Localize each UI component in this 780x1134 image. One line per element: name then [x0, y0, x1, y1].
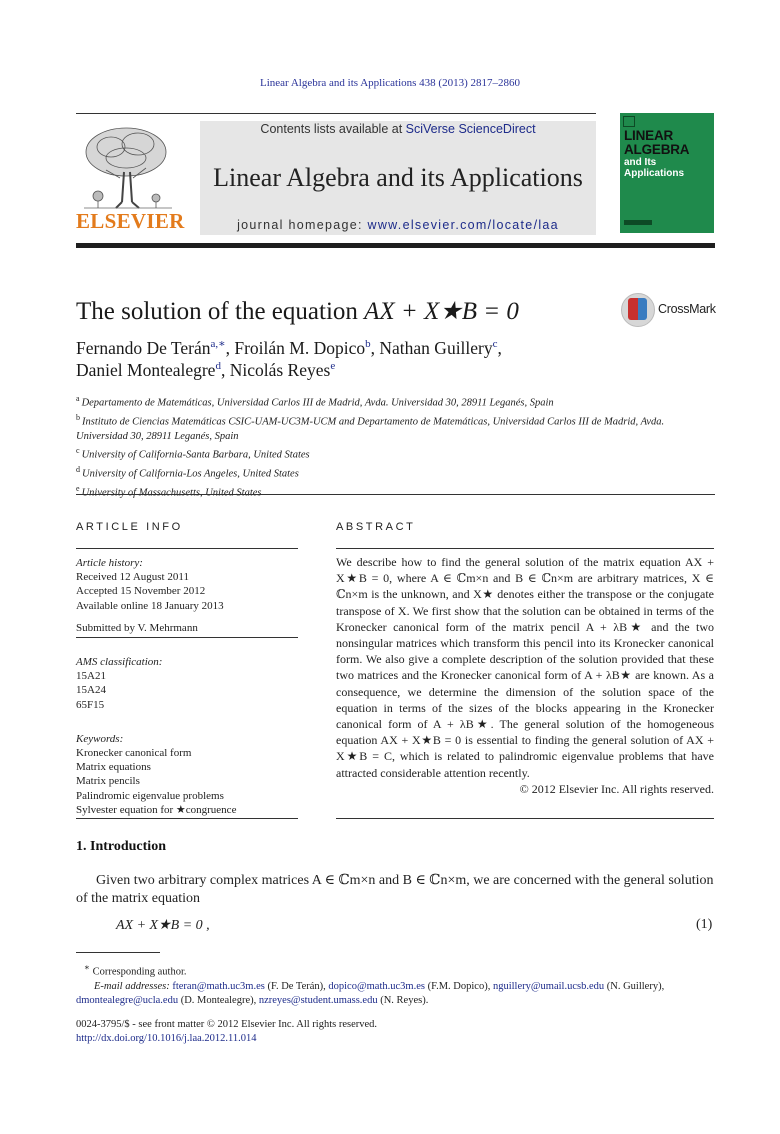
- article-info-rule: [76, 548, 298, 549]
- author-sep: ,: [497, 337, 502, 358]
- intro-paragraph: Given two arbitrary complex matrices A ∈ ℂm×n and B ∈ ℂn×m, we are concerned with the general solution of the matrix equation: [76, 873, 714, 906]
- abstract-rule: [336, 548, 714, 549]
- abstract-copyright: © 2012 Elsevier Inc. All rights reserved.: [519, 781, 714, 796]
- keyword: Matrix equations: [76, 761, 151, 774]
- affiliation-text: University of California-Los Angeles, United States: [82, 468, 299, 480]
- email-link[interactable]: fteran@math.uc3m.es: [172, 980, 265, 992]
- affiliation: [76, 392, 716, 411]
- affiliation: [76, 463, 716, 482]
- history-item: Available online 18 January 2013: [76, 599, 224, 612]
- article-info-heading: ARTICLE INFO: [76, 521, 183, 533]
- email-label: E-mail addresses:: [94, 980, 170, 992]
- abstract-body: [336, 554, 714, 797]
- affiliation-text: Departamento de Matemáticas, Universidad Carlos III de Madrid, Avda. Universidad 30, 28911 Leganés, Spain: [81, 397, 554, 409]
- equation-1: AX + X★B = 0 ,: [116, 918, 210, 933]
- abstract-heading: ABSTRACT: [336, 521, 416, 533]
- author-name: Froilán M. Dopico: [234, 337, 366, 358]
- submitted-by: Submitted by V. Mehrmann: [76, 621, 198, 634]
- cover-title-line-1: LINEAR: [624, 128, 674, 143]
- footnote-rule: [76, 952, 160, 953]
- homepage-link[interactable]: www.elsevier.com/locate/laa: [367, 218, 559, 232]
- keyword: Matrix pencils: [76, 775, 140, 788]
- header-thick-rule: [76, 243, 715, 248]
- tree-icon: [76, 122, 179, 210]
- journal-title: Linear Algebra and its Applications: [213, 163, 583, 192]
- affiliation-text: University of Massachusetts, United States: [81, 487, 262, 499]
- abstract-rule-bottom: [336, 818, 714, 819]
- email-link[interactable]: nzreyes@student.umass.edu: [258, 995, 378, 1007]
- email-owner: (N. Reyes).: [380, 995, 429, 1007]
- cover-subtitle-line-1: and Its: [624, 157, 657, 168]
- authors-line-2: [76, 360, 335, 381]
- affiliation-mark: e: [76, 484, 80, 494]
- crossmark-label: CrossMark: [658, 302, 716, 316]
- section-heading-introduction: 1. Introduction: [76, 839, 166, 854]
- sciencedirect-link[interactable]: SciVerse ScienceDirect: [405, 122, 536, 136]
- title-equation: AX + X★B = 0: [364, 298, 519, 325]
- email-owner: (F.M. Dopico),: [427, 980, 493, 992]
- issn-line: 0024-3795/$ - see front matter © 2012 Elsevier Inc. All rights reserved.: [76, 1019, 378, 1030]
- affiliation-mark: b: [76, 412, 80, 422]
- cover-text: [624, 129, 689, 179]
- header-rule: [76, 113, 596, 114]
- ams-label: AMS classification:: [76, 656, 163, 669]
- affiliation: [76, 411, 716, 444]
- author-name: Fernando De Terán: [76, 337, 211, 358]
- email-addresses: [76, 980, 714, 1009]
- crossmark-ribbon-red: [628, 298, 638, 320]
- email-link[interactable]: dmontealegre@ucla.edu: [76, 995, 179, 1007]
- cover-subtitle-line-2: Applications: [624, 168, 685, 179]
- ams-code: 15A21: [76, 670, 106, 683]
- author-affil-mark[interactable]: b: [365, 338, 371, 350]
- history-label: Article history:: [76, 557, 143, 569]
- doi-link[interactable]: http://dx.doi.org/10.1016/j.laa.2012.11.014: [76, 1033, 257, 1045]
- journal-cover[interactable]: [620, 113, 714, 233]
- author-affil-mark[interactable]: c: [492, 338, 498, 350]
- cover-logo-icon: [623, 116, 635, 127]
- ams-code: 15A24: [76, 684, 106, 697]
- keyword: Kronecker canonical form: [76, 747, 192, 760]
- corresponding-text: Corresponding author.: [92, 966, 187, 978]
- crossmark-ribbon-blue: [638, 298, 647, 320]
- history-item: Accepted 15 November 2012: [76, 585, 206, 598]
- abstract-text: We describe how to find the general solution of the matrix equation AX + X★B = 0, where A ∈ ℂm×n and B ∈ ℂn×m are arbitrary matrices, X ∈ ℂn×m is the unknown, and X★ denotes either the transpose or the conjugate transpose of X. We first show that the solution can be obtained in terms of the Kronecker canonical form of the matrix pencil A + λB★ and the two nonsingular matrices which transform this pencil into its Kronecker canonical form. We also give a complete description of the solution provided that these two matrices and the Kronecker canonical form of A + λB★ are known. As a consequence, we determine the dimension of the solution space of the equation in terms of the sizes of the blocks appearing in the Kronecker canonical form of A + λB★. The general solution of the homogeneous equation AX + X★B = 0 is essential to finding the general solution of AX + X★B = C, which is related to palindromic eigenvalue problems that have attracted considerable attention recently.: [336, 555, 714, 780]
- crossmark-badge[interactable]: [621, 293, 716, 327]
- article-info-rule-bottom: [76, 818, 298, 819]
- contents-line: [200, 122, 596, 136]
- affiliation-text: University of California-Santa Barbara, United States: [81, 449, 310, 461]
- contents-prefix: Contents lists available at: [260, 122, 406, 136]
- history-item: Received 12 August 2011: [76, 571, 189, 584]
- author-affil-mark[interactable]: a,∗: [210, 338, 226, 350]
- journal-masthead: [200, 121, 596, 235]
- author-sep: ,: [370, 337, 380, 358]
- cover-title-line-2: ALGEBRA: [624, 142, 690, 157]
- email-link[interactable]: nguillery@umail.ucsb.edu: [492, 980, 605, 992]
- affiliation-text: Instituto de Ciencias Matemáticas CSIC-UAM-UC3M-UCM and Departamento de Matemáticas, Universidad Carlos III de Madrid, Avda. Universidad 30, 28911 Leganés, Spain: [76, 416, 665, 442]
- corresponding-mark: ∗: [84, 962, 90, 972]
- affiliations-rule: [76, 494, 715, 495]
- corresponding-author-note: [76, 960, 714, 980]
- article-title: [76, 296, 519, 326]
- affiliation-mark: c: [76, 446, 80, 456]
- title-text: The solution of the equation: [76, 298, 365, 325]
- author-name: Nicolás Reyes: [229, 360, 331, 380]
- keyword: Palindromic eigenvalue problems: [76, 789, 224, 802]
- keyword: Sylvester equation for ★congruence: [76, 803, 237, 816]
- affiliation-mark: a: [76, 394, 80, 403]
- author-name: Nathan Guillery: [379, 337, 493, 358]
- author-name: Daniel Montealegre: [76, 360, 216, 380]
- email-owner: (N. Guillery),: [606, 980, 665, 992]
- author-affil-mark[interactable]: e: [330, 360, 336, 373]
- email-owner: (D. Montealegre),: [180, 995, 259, 1007]
- elsevier-logo[interactable]: [76, 122, 185, 234]
- author-affil-mark[interactable]: d: [215, 360, 221, 373]
- author-sep: ,: [220, 360, 230, 380]
- author-sep: ,: [225, 337, 235, 358]
- homepage-prefix: journal homepage:: [237, 218, 368, 232]
- keywords-label: Keywords:: [76, 732, 124, 745]
- article-info: [76, 556, 298, 817]
- email-link[interactable]: dopico@math.uc3m.es: [328, 980, 425, 992]
- equation-number: (1): [696, 917, 713, 932]
- ams-code: 65F15: [76, 698, 105, 711]
- affiliation: [76, 482, 716, 501]
- journal-citation[interactable]: Linear Algebra and its Applications 438 (2013) 2817–2860: [260, 77, 520, 89]
- affiliation: [76, 444, 716, 463]
- journal-homepage: [200, 218, 596, 232]
- footnotes: [76, 960, 714, 1008]
- affiliation-mark: d: [76, 465, 80, 475]
- cover-strip: [624, 220, 652, 225]
- authors-line-1: [76, 337, 502, 359]
- email-owner: (F. De Terán),: [267, 980, 329, 992]
- affiliations: [76, 392, 716, 501]
- elsevier-wordmark: ELSEVIER: [76, 209, 185, 233]
- bottom-meta: [76, 1018, 377, 1047]
